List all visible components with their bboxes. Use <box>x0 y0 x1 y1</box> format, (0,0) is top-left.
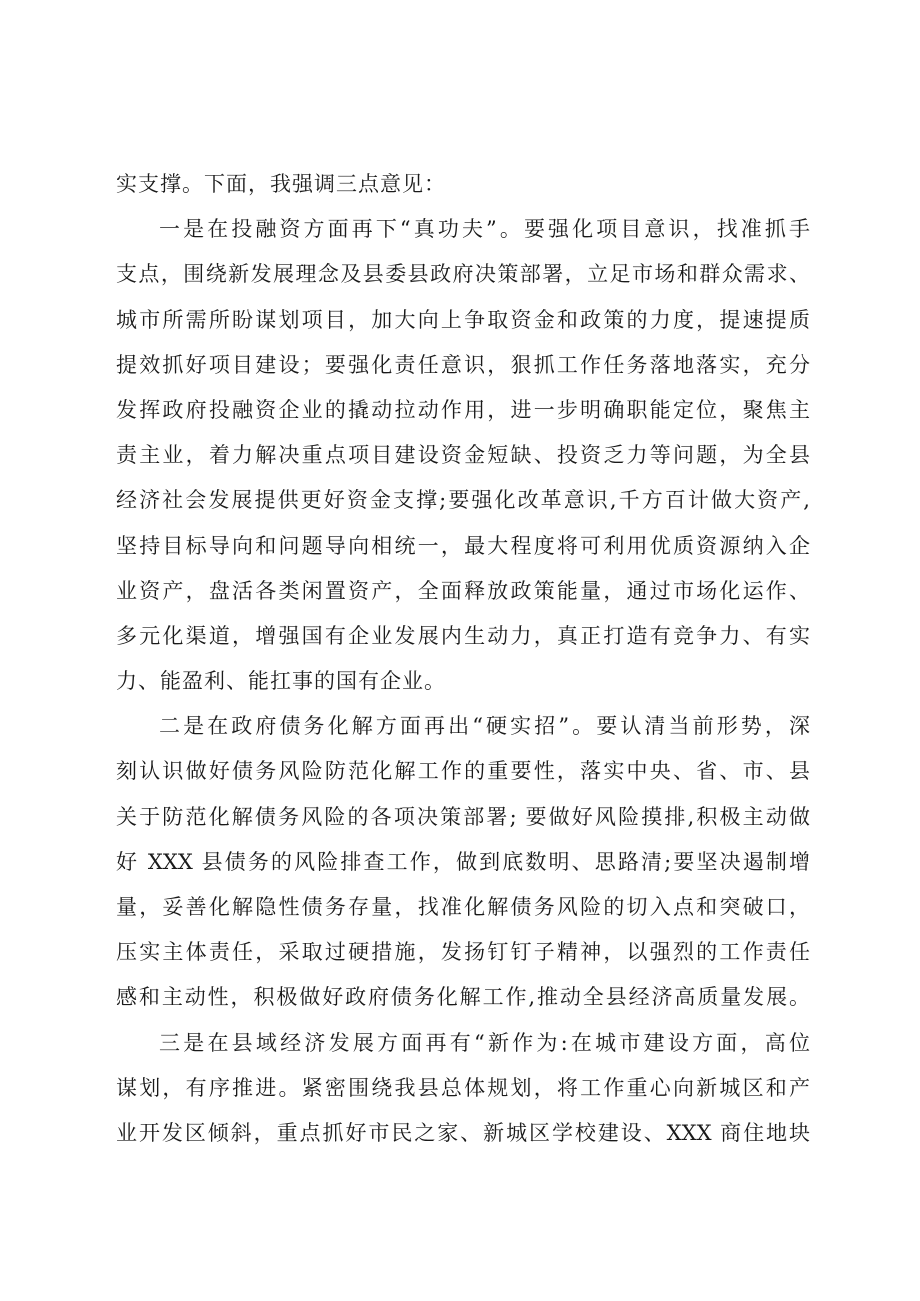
text-line: 关于防范化解债务风险的各项决策部署; 要做好风险摸排,积极主动做 <box>116 804 810 829</box>
text-line: 力、能盈利、能扛事的国有企业。 <box>116 669 446 694</box>
text-line: 发挥政府投融资企业的撬动拉动作用，进一步明确职能定位，聚焦主 <box>116 397 810 422</box>
text-line: 提效抓好项目建设；要强化责任意识，狠抓工作任务落地落实，充分 <box>116 352 810 377</box>
text-line: 多元化渠道，增强国有企业发展内生动力，真正打造有竞争力、有实 <box>116 623 810 648</box>
text-line: 业开发区倾斜，重点抓好市民之家、新城区学校建设、XXX 商住地块 <box>116 1120 810 1145</box>
text-line: 好 XXX 县债务的风险排查工作，做到底数明、思路清;要坚决遏制增 <box>116 849 810 874</box>
text-line: 业资产，盘活各类闲置资产，全面释放政策能量，通过市场化运作、 <box>116 578 810 603</box>
text-line: 城市所需所盼谋划项目，加大向上争取资金和政策的力度，提速提质 <box>116 307 810 332</box>
paragraph-two-start: 二是在政府债务化解方面再出“硬实招”。要认清当前形势，深 <box>159 714 810 739</box>
text-line: 责主业，着力解决重点项目建设资金短缺、投资乏力等问题，为全县 <box>116 443 810 468</box>
text-line: 刻认识做好债务风险防范化解工作的重要性，落实中央、省、市、县 <box>116 759 810 784</box>
paragraph-three-start: 三是在县域经济发展方面再有“新作为:在城市建设方面，高位 <box>159 1030 810 1055</box>
text-line: 经济社会发展提供更好资金支撑;要强化改革意识,千方百计做大资产, <box>116 488 810 513</box>
text-line: 谋划，有序推进。紧密围绕我县总体规划，将工作重心向新城区和产 <box>116 1075 810 1100</box>
text-line: 量，妥善化解隐性债务存量，找准化解债务风险的切入点和突破口， <box>116 895 810 919</box>
document-page <box>116 162 810 1156</box>
text-line: 支点，围绕新发展理念及县委县政府决策部署，立足市场和群众需求、 <box>116 262 810 287</box>
text-line: 实支撑。下面，我强调三点意见： <box>116 172 446 196</box>
paragraph-one-start: 一是在投融资方面再下“真功夫”。要强化项目意识，找准抓手 <box>159 217 810 242</box>
text-line: 感和主动性，积极做好政府债务化解工作,推动全县经济高质量发展。 <box>116 985 810 1010</box>
text-line: 压实主体责任，采取过硬措施，发扬钉钉子精神，以强烈的工作责任 <box>116 940 810 965</box>
text-line: 坚持目标导向和问题导向相统一，最大程度将可利用优质资源纳入企 <box>116 533 810 558</box>
